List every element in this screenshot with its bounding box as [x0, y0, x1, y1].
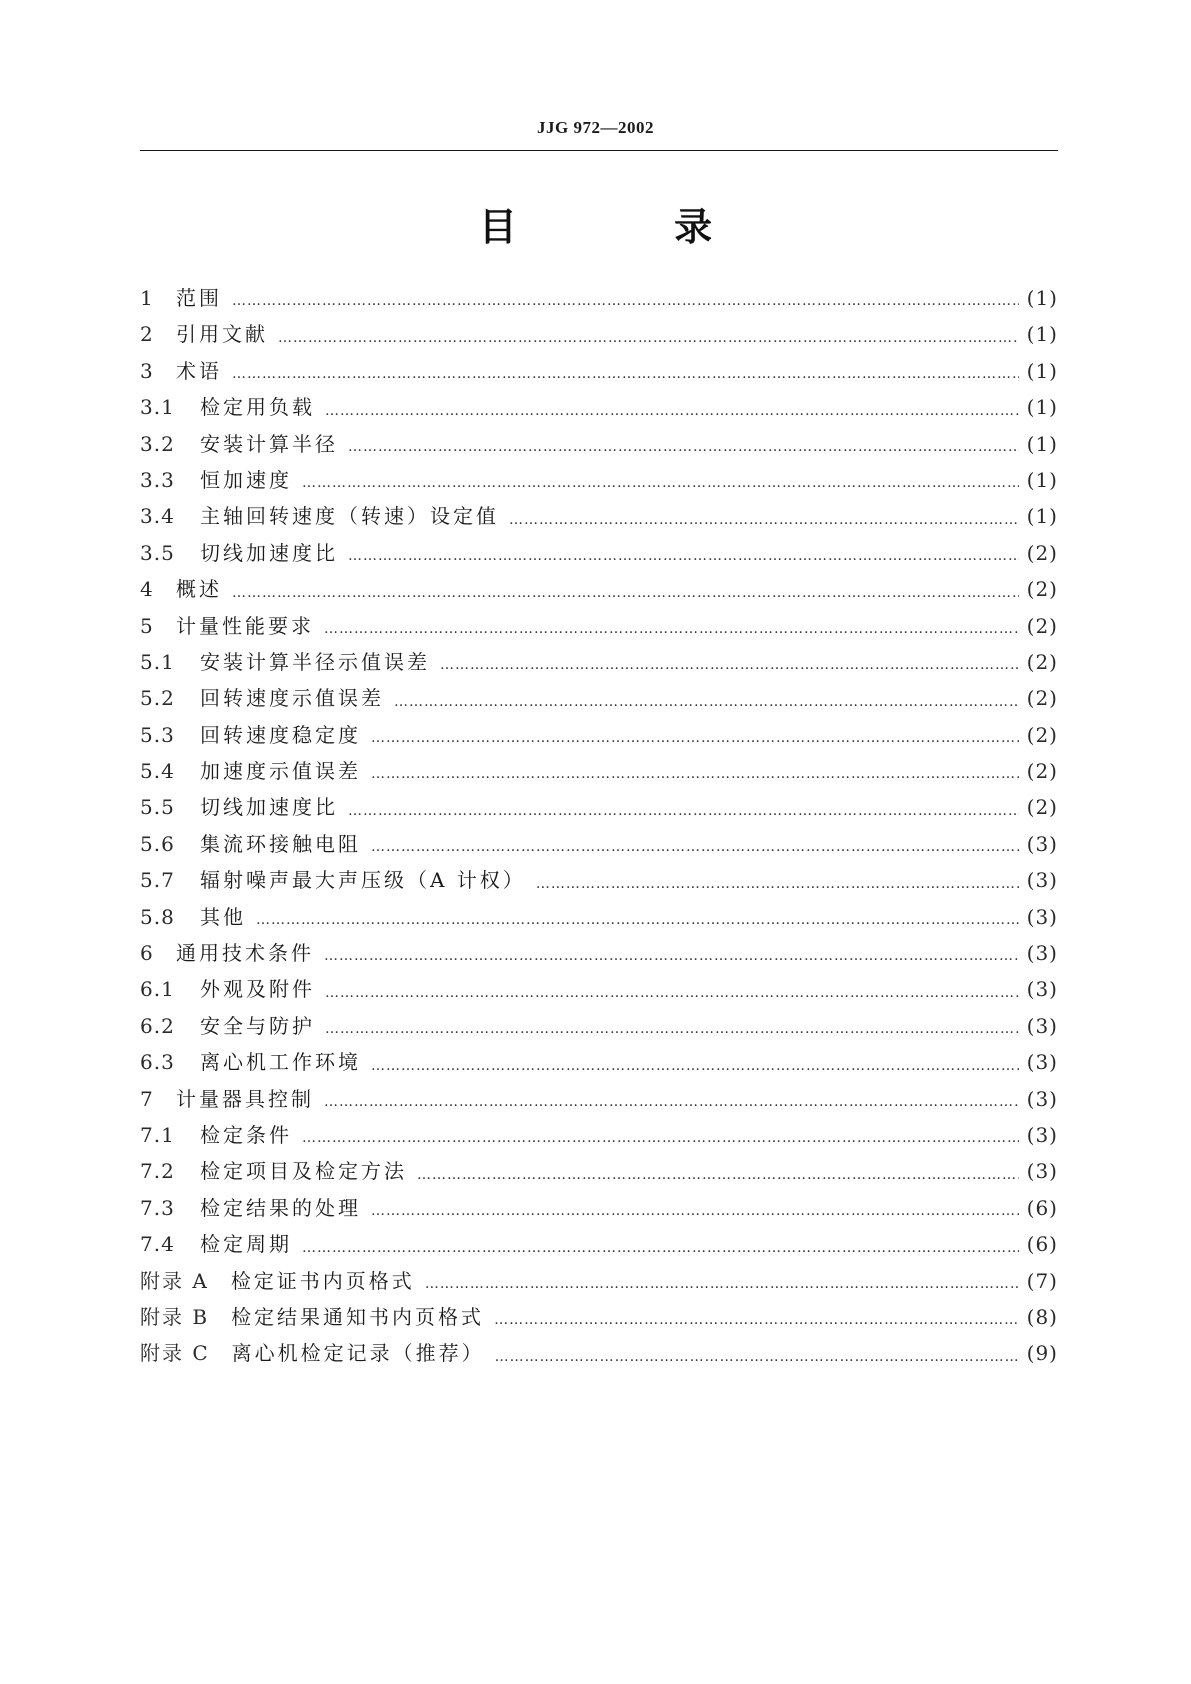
toc-entry[interactable]	[140, 316, 1058, 352]
toc-entry-title: 离心机工作环境	[200, 1050, 361, 1075]
toc-entry-title: 切线加速度比	[200, 540, 338, 565]
toc-entry-title: 计量性能要求	[176, 613, 314, 638]
toc-leader-dots	[371, 759, 1019, 789]
toc-leader-dots	[324, 1087, 1019, 1117]
toc-entry-title: 主轴回转速度（转速）设定值	[200, 504, 499, 529]
table-of-contents	[140, 280, 1058, 1372]
toc-entry[interactable]	[140, 1335, 1058, 1371]
toc-entry-page: (1)	[1026, 358, 1058, 383]
toc-entry-number: 4	[140, 577, 154, 602]
toc-entry-title: 通用技术条件	[176, 941, 314, 966]
toc-leader-dots	[324, 941, 1019, 971]
toc-entry-title: 回转速度稳定度	[200, 722, 361, 747]
toc-entry-title: 外观及附件	[200, 977, 315, 1002]
toc-leader-dots	[495, 1342, 1019, 1372]
toc-leader-dots	[325, 978, 1019, 1008]
toc-entry-page: (3)	[1026, 1013, 1058, 1038]
toc-entry[interactable]	[140, 753, 1058, 789]
toc-leader-dots	[536, 869, 1019, 899]
toc-entry-title: 检定证书内页格式	[230, 1268, 415, 1293]
toc-entry-title: 恒加速度	[200, 467, 292, 492]
toc-entry-page: (2)	[1026, 577, 1058, 602]
toc-entry-page: (1)	[1026, 395, 1058, 420]
toc-entry-number: 3	[140, 358, 154, 383]
toc-entry[interactable]	[140, 899, 1058, 935]
toc-entry-title: 引用文献	[176, 322, 268, 347]
toc-entry[interactable]	[140, 717, 1058, 753]
toc-leader-dots	[232, 578, 1019, 608]
toc-leader-dots	[440, 650, 1019, 680]
toc-leader-dots	[371, 832, 1019, 862]
toc-entry-title: 检定项目及检定方法	[200, 1159, 407, 1184]
header-divider	[140, 150, 1058, 151]
toc-entry-title: 离心机检定记录（推荐）	[231, 1341, 485, 1366]
toc-entry-title: 辐射噪声最大声压级（A 计权）	[200, 868, 526, 893]
toc-entry-number: 7.3	[140, 1195, 175, 1220]
toc-entry-page: (7)	[1026, 1268, 1058, 1293]
toc-entry[interactable]	[140, 1226, 1058, 1262]
toc-entry-page: (1)	[1026, 504, 1058, 529]
toc-entry-title: 回转速度示值误差	[200, 686, 384, 711]
toc-entry[interactable]	[140, 935, 1058, 971]
toc-entry-title: 检定用负载	[200, 395, 315, 420]
toc-entry[interactable]	[140, 826, 1058, 862]
toc-entry-number: 附录 A	[140, 1268, 209, 1293]
toc-entry[interactable]	[140, 1044, 1058, 1080]
toc-entry-number: 5	[140, 613, 154, 638]
toc-entry-page: (8)	[1026, 1304, 1058, 1329]
toc-entry-number: 6	[140, 941, 154, 966]
toc-entry[interactable]	[140, 353, 1058, 389]
toc-entry[interactable]	[140, 571, 1058, 607]
toc-leader-dots	[348, 541, 1019, 571]
toc-entry-number: 5.5	[140, 795, 175, 820]
toc-entry-page: (2)	[1026, 540, 1058, 565]
toc-entry[interactable]	[140, 1008, 1058, 1044]
toc-entry-page: (1)	[1026, 322, 1058, 347]
toc-entry-number: 7.1	[140, 1122, 175, 1147]
toc-entry[interactable]	[140, 462, 1058, 498]
toc-entry-title: 其他	[200, 904, 246, 929]
toc-entry-number: 7.2	[140, 1159, 175, 1184]
toc-entry[interactable]	[140, 971, 1058, 1007]
toc-entry[interactable]	[140, 644, 1058, 680]
toc-entry-page: (1)	[1026, 285, 1058, 310]
toc-entry-title: 计量器具控制	[176, 1086, 314, 1111]
toc-entry-page: (2)	[1026, 686, 1058, 711]
toc-entry[interactable]	[140, 862, 1058, 898]
toc-entry-page: (3)	[1026, 941, 1058, 966]
toc-leader-dots	[417, 1160, 1019, 1190]
toc-entry-number: 3.4	[140, 504, 175, 529]
toc-entry-page: (3)	[1026, 904, 1058, 929]
toc-entry-page: (2)	[1026, 759, 1058, 784]
toc-entry-page: (3)	[1026, 1122, 1058, 1147]
toc-entry-page: (9)	[1026, 1341, 1058, 1366]
toc-entry-title: 加速度示值误差	[200, 759, 361, 784]
toc-entry-number: 5.2	[140, 686, 175, 711]
toc-entry-title: 安装计算半径	[200, 431, 338, 456]
toc-entry-number: 5.8	[140, 904, 175, 929]
toc-entry-number: 2	[140, 322, 154, 347]
toc-entry-number: 5.7	[140, 868, 175, 893]
toc-entry-number: 5.4	[140, 759, 175, 784]
toc-entry-number: 3.3	[140, 467, 175, 492]
toc-entry-page: (6)	[1026, 1232, 1058, 1257]
toc-leader-dots	[325, 1014, 1019, 1044]
toc-entry-number: 6.3	[140, 1050, 175, 1075]
toc-entry[interactable]	[140, 1263, 1058, 1299]
toc-entry-page: (3)	[1026, 831, 1058, 856]
toc-entry-number: 7.4	[140, 1232, 175, 1257]
toc-entry-title: 检定结果的处理	[200, 1195, 361, 1220]
toc-entry[interactable]	[140, 535, 1058, 571]
toc-entry[interactable]	[140, 389, 1058, 425]
toc-entry-number: 3.5	[140, 540, 175, 565]
toc-entry-number: 3.1	[140, 395, 175, 420]
toc-entry[interactable]	[140, 498, 1058, 534]
toc-leader-dots	[494, 1305, 1019, 1335]
toc-entry-number: 5.3	[140, 722, 175, 747]
toc-entry-page: (2)	[1026, 795, 1058, 820]
toc-entry-page: (1)	[1026, 431, 1058, 456]
toc-leader-dots	[371, 1051, 1019, 1081]
toc-entry-page: (3)	[1026, 1159, 1058, 1184]
toc-entry-number: 附录 C	[140, 1341, 210, 1366]
toc-leader-dots	[302, 1123, 1019, 1153]
toc-leader-dots	[278, 323, 1019, 353]
toc-entry-number: 3.2	[140, 431, 175, 456]
toc-leader-dots	[302, 468, 1019, 498]
toc-entry-number: 5.1	[140, 649, 175, 674]
toc-entry-title: 检定条件	[200, 1122, 292, 1147]
toc-entry-page: (3)	[1026, 1086, 1058, 1111]
toc-entry[interactable]	[140, 1153, 1058, 1189]
toc-entry-title: 切线加速度比	[200, 795, 338, 820]
toc-entry[interactable]	[140, 1117, 1058, 1153]
toc-entry[interactable]	[140, 789, 1058, 825]
toc-entry-title: 概述	[176, 577, 222, 602]
toc-entry-page: (3)	[1026, 1050, 1058, 1075]
toc-entry-number: 1	[140, 285, 154, 310]
toc-entry-title: 安全与防护	[200, 1013, 315, 1038]
toc-leader-dots	[302, 1233, 1019, 1263]
toc-entry-title: 检定结果通知书内页格式	[231, 1304, 485, 1329]
toc-leader-dots	[232, 359, 1019, 389]
toc-leader-dots	[425, 1269, 1019, 1299]
toc-entry[interactable]	[140, 1190, 1058, 1226]
toc-leader-dots	[509, 505, 1019, 535]
toc-entry-number: 7	[140, 1086, 154, 1111]
toc-entry[interactable]	[140, 280, 1058, 316]
toc-entry-page: (2)	[1026, 722, 1058, 747]
toc-leader-dots	[232, 286, 1019, 316]
toc-entry-title: 范围	[176, 285, 222, 310]
toc-leader-dots	[394, 687, 1019, 717]
toc-entry-title: 安装计算半径示值误差	[200, 649, 430, 674]
standard-code-header: JJG 972—2002	[537, 118, 654, 137]
toc-entry-title: 术语	[176, 358, 222, 383]
toc-entry-page: (2)	[1026, 613, 1058, 638]
toc-leader-dots	[371, 1196, 1019, 1226]
toc-entry[interactable]	[140, 680, 1058, 716]
toc-entry-page: (2)	[1026, 649, 1058, 674]
toc-entry-page: (3)	[1026, 868, 1058, 893]
toc-entry[interactable]	[140, 1081, 1058, 1117]
toc-entry-page: (1)	[1026, 467, 1058, 492]
toc-entry-title: 集流环接触电阻	[200, 831, 361, 856]
toc-leader-dots	[371, 723, 1019, 753]
toc-entry-number: 6.1	[140, 977, 175, 1002]
toc-entry-number: 5.6	[140, 831, 175, 856]
toc-leader-dots	[324, 614, 1019, 644]
toc-entry-title: 检定周期	[200, 1232, 292, 1257]
toc-entry-page: (6)	[1026, 1195, 1058, 1220]
toc-entry[interactable]	[140, 426, 1058, 462]
toc-title: 目 录	[478, 205, 785, 249]
toc-entry[interactable]	[140, 1299, 1058, 1335]
toc-leader-dots	[256, 905, 1019, 935]
toc-entry-number: 6.2	[140, 1013, 175, 1038]
toc-leader-dots	[325, 396, 1019, 426]
toc-entry[interactable]	[140, 608, 1058, 644]
toc-entry-number: 附录 B	[140, 1304, 210, 1329]
toc-leader-dots	[348, 796, 1019, 826]
toc-entry-page: (3)	[1026, 977, 1058, 1002]
toc-leader-dots	[348, 432, 1019, 462]
